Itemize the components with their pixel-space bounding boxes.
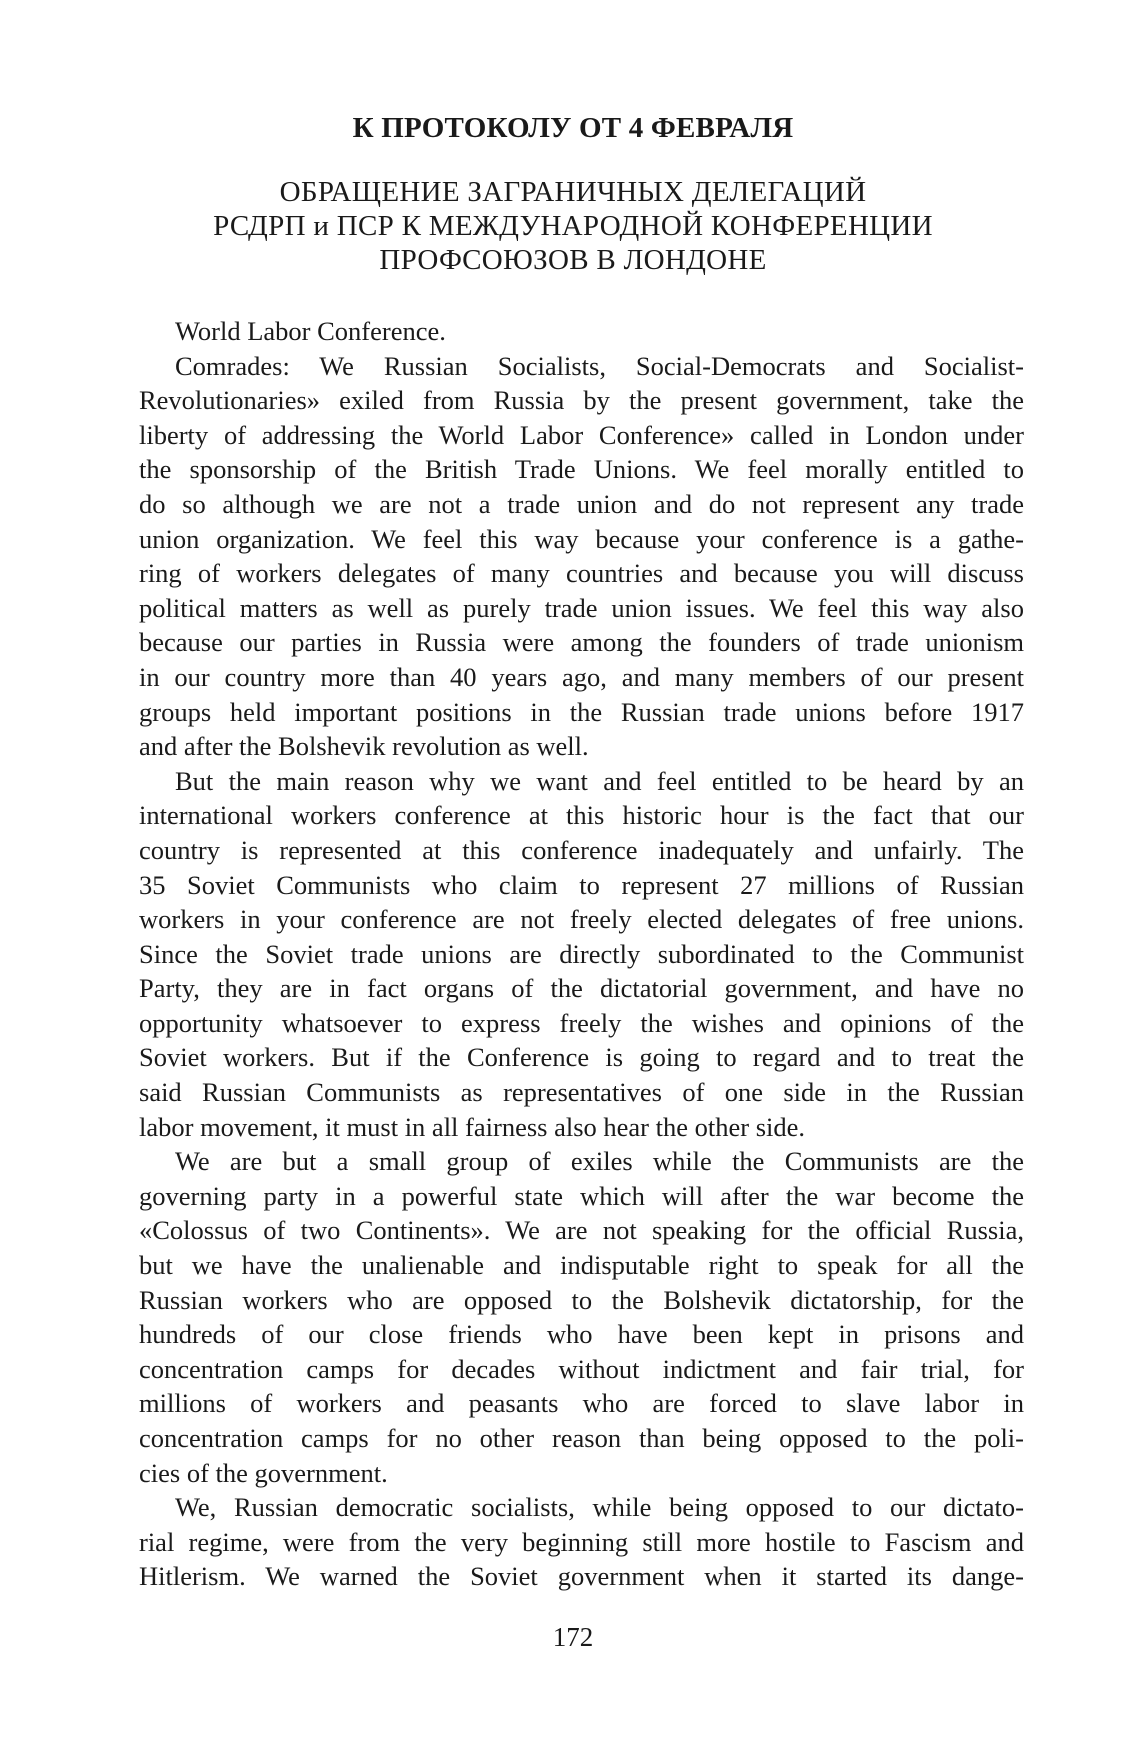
text-line: ring of workers delegates of many countries and because you will discuss (139, 558, 1024, 589)
subtitle-line: ПРОФСОЮЗОВ В ЛОНДОНЕ (379, 244, 767, 276)
paragraph (139, 1144, 1024, 1490)
text-line: liberty of addressing the World Labor Conference» called in London under (139, 419, 1024, 450)
text-line: We are but a small group of exiles while the Communists are the (175, 1146, 1024, 1177)
paragraph (139, 1490, 1024, 1594)
page-number: 172 (552, 1622, 594, 1652)
text-line: international workers conference at this historic hour is the fact that our (139, 800, 1024, 831)
paragraph (139, 349, 1024, 764)
text-line: Party, they are in fact organs of the dictatorial government, and have no (139, 973, 1024, 1004)
text-line: rial regime, were from the very beginning still more hostile to Fascism and (139, 1526, 1024, 1557)
text-line: 35 Soviet Communists who claim to represent 27 millions of Russian (139, 869, 1024, 900)
text-line: union organization. We feel this way because your conference is a gathe- (139, 523, 1024, 554)
text-line: but we have the unalienable and indisputable right to speak for all the (139, 1250, 1024, 1281)
text-line: governing party in a powerful state which will after the war become the (139, 1180, 1024, 1211)
section-title: К ПРОТОКОЛУ ОТ 4 ФЕВРАЛЯ (352, 112, 794, 144)
text-line: because our parties in Russia were among the founders of trade unionism (139, 627, 1024, 658)
text-line: Since the Soviet trade unions are directly subordinated to the Communist (139, 938, 1024, 969)
document-subtitle (0, 175, 1146, 277)
text-line: cies of the government. (139, 1457, 388, 1488)
text-line: the sponsorship of the British Trade Unions. We feel morally entitled to (139, 454, 1024, 485)
paragraph (139, 314, 1024, 349)
text-line: workers in your conference are not freely elected delegates of free unions. (139, 904, 1024, 935)
text-line: Comrades: We Russian Socialists, Social-Democrats and Socialist- (175, 350, 1024, 381)
text-line: «Colossus of two Continents». We are not speaking for the official Russia, (139, 1215, 1024, 1246)
text-line: opportunity whatsoever to express freely the wishes and opinions of the (139, 1007, 1024, 1038)
text-line: do so although we are not a trade union and do not represent any trade (139, 488, 1024, 519)
text-line: We, Russian democratic socialists, while being opposed to our dictato- (175, 1492, 1024, 1523)
text-line: labor movement, it must in all fairness also hear the other side. (139, 1111, 806, 1142)
text-line: Soviet workers. But if the Conference is going to regard and to treat the (139, 1042, 1024, 1073)
text-line: Russian workers who are opposed to the Bolshevik dictatorship, for the (139, 1284, 1024, 1315)
text-line: concentration camps for no other reason than being opposed to the poli- (139, 1423, 1024, 1453)
text-line: groups held important positions in the Russian trade unions before 1917 (139, 696, 1024, 727)
text-line: country is represented at this conference inadequately and unfairly. The (139, 834, 1024, 865)
text-line: said Russian Communists as representatives of one side in the Russian (139, 1077, 1024, 1108)
text-line: in our country more than 40 years ago, and many members of our present (139, 661, 1024, 692)
text-line: Hitlerism. We warned the Soviet government when it started its dange- (139, 1561, 1024, 1592)
text-line: and after the Bolshevik revolution as well. (139, 731, 589, 762)
body-text (139, 314, 1024, 1594)
subtitle-line: ОБРАЩЕНИЕ ЗАГРАНИЧНЫХ ДЕЛЕГАЦИЙ (279, 176, 867, 208)
text-line: World Labor Conference. (175, 316, 446, 346)
text-line: concentration camps for decades without indictment and fair trial, for (139, 1353, 1024, 1384)
text-line: Revolutionaries» exiled from Russia by the present government, take the (139, 385, 1024, 416)
text-line: political matters as well as purely trade union issues. We feel this way also (139, 592, 1024, 623)
text-line: hundreds of our close friends who have been kept in prisons and (139, 1319, 1024, 1350)
text-line: But the main reason why we want and feel entitled to be heard by an (175, 765, 1024, 796)
subtitle-line: РСДРП и ПСР К МЕЖДУНАРОДНОЙ КОНФЕРЕНЦИИ (213, 210, 933, 242)
paragraph (139, 764, 1024, 1145)
text-line: millions of workers and peasants who are forced to slave labor in (139, 1388, 1024, 1419)
